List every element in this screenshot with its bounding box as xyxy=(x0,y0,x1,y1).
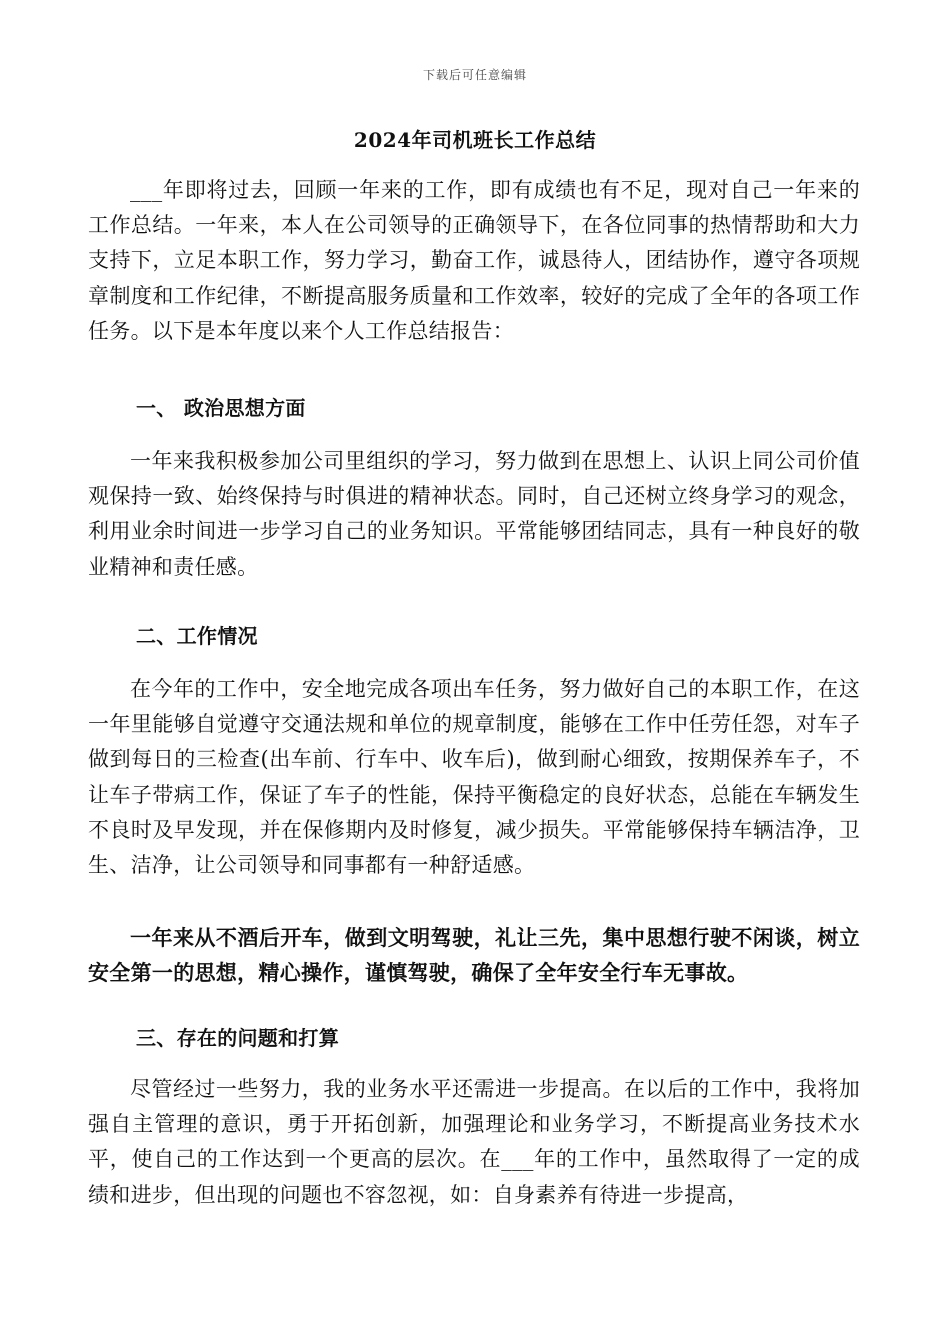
intro-paragraph: ___年即将过去，回顾一年来的工作，即有成绩也有不足，现对自己一年来的工作总结。一年来，本人在公司领导的正确领导下，在各位同事的热情帮助和大力支持下，立足本职工作，努力学习，勤奋工作，诚恳待人，团结协作，遵守各项规章制度和工作纪律，不断提高服务质量和工作效率，较好的完成了全年的各项工作任务。以下是本年度以来个人工作总结报告： xyxy=(88,178,860,343)
section-issues-block xyxy=(88,1072,860,1213)
section-work-bold-paragraph: 一年来从不酒后开车，做到文明驾驶，礼让三先，集中思想行驶不闲谈，树立安全第一的思想，精心操作，谨慎驾驶，确保了全年安全行车无事故。 xyxy=(88,925,860,986)
section-politics-paragraph: 一年来我积极参加公司里组织的学习，努力做到在思想上、认识上同公司价值观保持一致、始终保持与时俱进的精神状态。同时，自己还树立终身学习的观念，利用业余时间进一步学习自己的业务知识。平常能够团结同志，具有一种良好的敬业精神和责任感。 xyxy=(88,449,860,579)
section-work-paragraph: 在今年的工作中，安全地完成各项出车任务，努力做好自己的本职工作，在这一年里能够自觉遵守交通法规和单位的规章制度，能够在工作中任劳任怨，对车子做到每日的三检查(出车前、行车中、收车后)，做到耐心细致，按期保养车子，不让车子带病工作，保证了车子的性能，保持平衡稳定的良好状态，总能在车辆发生不良时及早发现，并在保修期内及时修复，减少损失。平常能够保持车辆洁净，卫生、洁净，让公司领导和同事都有一种舒适感。 xyxy=(88,677,860,878)
section-heading-politics: 一、 政治思想方面 xyxy=(136,396,306,420)
section-heading-work: 二、工作情况 xyxy=(136,624,258,648)
document-title: 2024年司机班长工作总结 xyxy=(353,128,597,152)
section-issues-paragraph: 尽管经过一些努力，我的业务水平还需进一步提高。在以后的工作中，我将加强自主管理的意识，勇于开拓创新，加强理论和业务学习，不断提高业务技术水平，使自己的工作达到一个更高的层次。在___年的工作中，虽然取得了一定的成绩和进步，但出现的问题也不容忽视，如：自身素养有待进一步提高， xyxy=(88,1077,860,1207)
section-heading-issues: 三、存在的问题和打算 xyxy=(136,1026,339,1050)
section-politics-block xyxy=(88,444,860,585)
section-work-bold-block xyxy=(88,920,860,990)
header-note: 下载后可任意编辑 xyxy=(422,68,527,82)
intro-block xyxy=(88,173,860,349)
section-work-block xyxy=(88,672,860,883)
